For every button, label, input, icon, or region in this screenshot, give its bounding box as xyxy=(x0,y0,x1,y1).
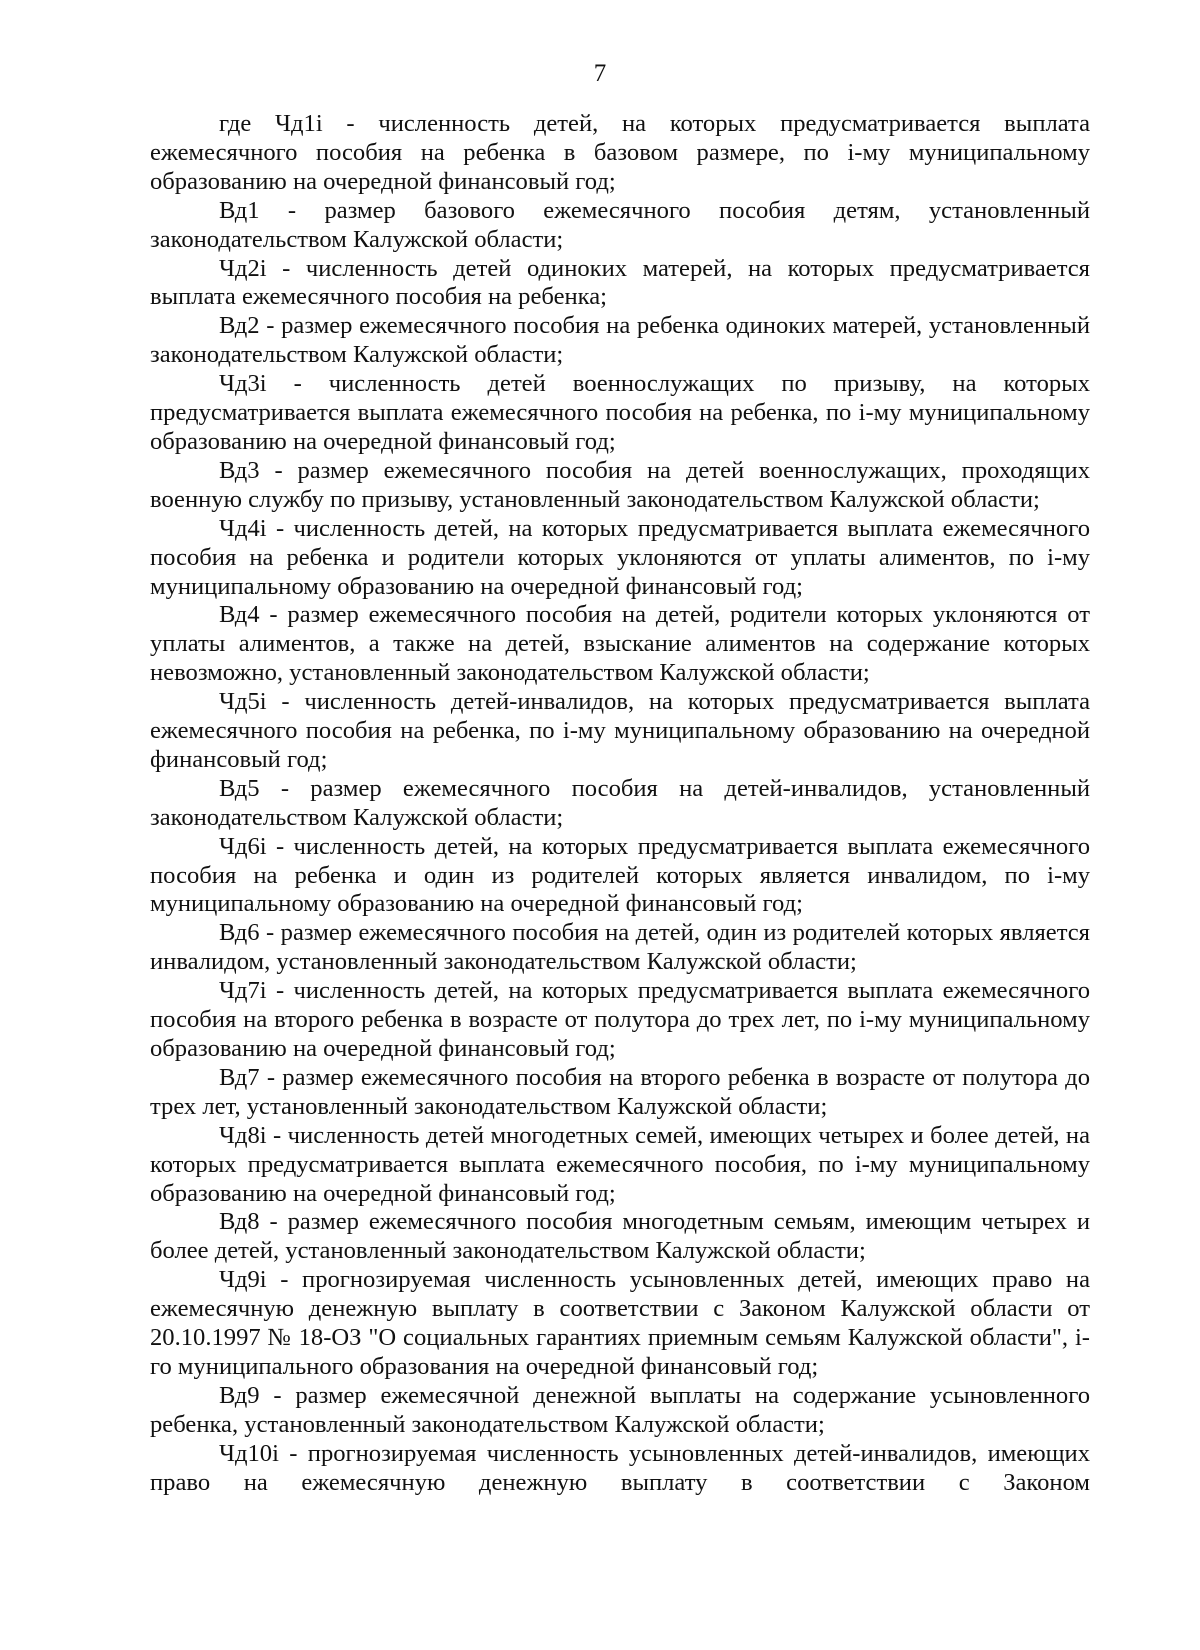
paragraph-chd9: Чд9i - прогнозируемая численность усыновленных детей, имеющих право на ежемесячную денежную выплату в соответствии с Законом Калужской области от 20.10.1997 № 18-ОЗ "О социальных гарантиях приемным семьям Калужской области", i-го муниципального образования на очередной финансовый год; xyxy=(150,1266,1090,1380)
paragraph-chd3: Чд3i - численность детей военнослужащих по призыву, на которых предусматривается выплата ежемесячного пособия на ребенка, по i-му муниципальному образованию на очередной финансовый год; xyxy=(150,370,1090,455)
paragraph-chd6: Чд6i - численность детей, на которых предусматривается выплата ежемесячного пособия на ребенка и один из родителей которых является инвалидом, по i-му муниципальному образованию на очередной финансовый год; xyxy=(150,832,1090,918)
page-number: 7 xyxy=(593,60,607,87)
paragraph-vd7: Вд7 - размер ежемесячного пособия на второго ребенка в возрасте от полутора до трех лет, установленный законодательством Калужской области; xyxy=(150,1063,1090,1120)
paragraph-chd10: Чд10i - прогнозируемая численность усыновленных детей-инвалидов, имеющих право на ежемесячную денежную выплату в соответствии с Законом xyxy=(150,1439,1090,1496)
paragraph-vd5: Вд5 - размер ежемесячного пособия на детей-инвалидов, установленный законодательством Калужской области; xyxy=(150,774,1090,831)
document-body xyxy=(150,110,1090,1498)
paragraph-vd1: Вд1 - размер базового ежемесячного пособия детям, установленный законодательством Калужской области; xyxy=(150,196,1090,253)
paragraph-chd8: Чд8i - численность детей многодетных семей, имеющих четырех и более детей, на которых предусматривается выплата ежемесячного пособия, по i-му муниципальному образованию на очередной финансовый год; xyxy=(150,1121,1090,1207)
paragraph-vd2: Вд2 - размер ежемесячного пособия на ребенка одиноких матерей, установленный законодательством Калужской области; xyxy=(150,312,1090,369)
paragraph-vd3: Вд3 - размер ежемесячного пособия на детей военнослужащих, проходящих военную службу по призыву, установленный законодательством Калужской области; xyxy=(150,456,1090,513)
paragraph-chd2: Чд2i - численность детей одиноких матерей, на которых предусматривается выплата ежемесячного пособия на ребенка; xyxy=(150,254,1090,311)
paragraph-vd9: Вд9 - размер ежемесячной денежной выплаты на содержание усыновленного ребенка, установленный законодательством Калужской области; xyxy=(150,1381,1090,1438)
paragraph-vd4: Вд4 - размер ежемесячного пособия на детей, родители которых уклоняются от уплаты алиментов, а также на детей, взыскание алиментов на содержание которых невозможно, установленный законодательством Калужской области; xyxy=(150,601,1090,687)
paragraph-chd1: где Чд1i - численность детей, на которых предусматривается выплата ежемесячного пособия на ребенка в базовом размере, по i-му муниципальному образованию на очередной финансовый год; xyxy=(150,110,1090,195)
paragraph-vd8: Вд8 - размер ежемесячного пособия многодетным семьям, имеющим четырех и более детей, установленный законодательством Калужской области; xyxy=(150,1208,1090,1265)
paragraph-vd6: Вд6 - размер ежемесячного пособия на детей, один из родителей которых является инвалидом, установленный законодательством Калужской области; xyxy=(150,919,1090,976)
paragraph-chd7: Чд7i - численность детей, на которых предусматривается выплата ежемесячного пособия на второго ребенка в возрасте от полутора до трех лет, по i-му муниципальному образованию на очередной финансовый год; xyxy=(150,977,1090,1062)
paragraph-chd5: Чд5i - численность детей-инвалидов, на которых предусматривается выплата ежемесячного пособия на ребенка, по i-му муниципальному образованию на очередной финансовый год; xyxy=(150,688,1090,773)
paragraph-chd4: Чд4i - численность детей, на которых предусматривается выплата ежемесячного пособия на ребенка и родители которых уклоняются от уплаты алиментов, по i-му муниципальному образованию на очередной финансовый год; xyxy=(150,514,1090,600)
